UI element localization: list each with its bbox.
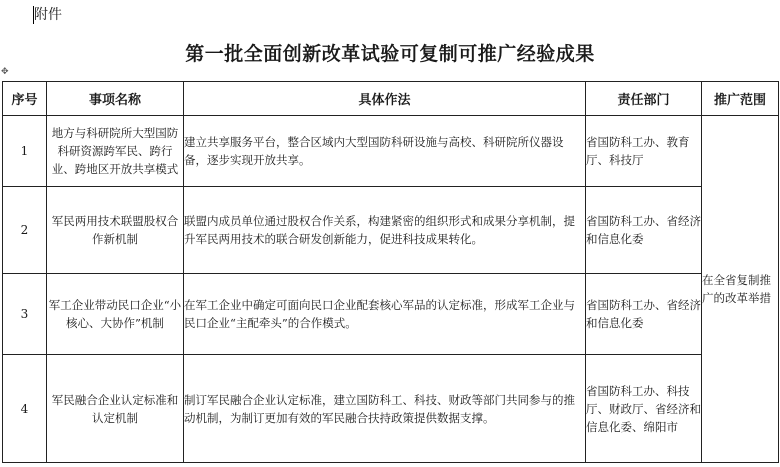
- header-method: 具体作法: [184, 82, 586, 116]
- item-method: 在军工企业中确定可面向民口企业配套核心军品的认定标准，形成军工企业与民口企业“主配牵头”的合作模式。: [184, 274, 586, 355]
- item-name: 军工企业带动民口企业“小核心、大协作”机制: [47, 274, 184, 355]
- item-name: 军民两用技术联盟股权合作新机制: [47, 187, 184, 274]
- item-dept: 省国防科工办、省经济和信息化委: [586, 274, 702, 355]
- table-row: [3, 355, 779, 463]
- document-title: 第一批全面创新改革试验可复制可推广经验成果: [185, 43, 595, 65]
- results-table: [2, 81, 779, 463]
- row-number: 1: [3, 116, 47, 187]
- header-no: 序号: [3, 82, 47, 116]
- table-header-row: [3, 82, 779, 116]
- header-name: 事项名称: [47, 82, 184, 116]
- attachment-label: 附件: [34, 7, 62, 23]
- row-number: 2: [3, 187, 47, 274]
- item-method: 制订军民融合企业认定标准，建立国防科工、科技、财政等部门共同参与的推动机制，为制订更加有效的军民融合扶持政策提供数据支撑。: [184, 355, 586, 463]
- row-number: 4: [3, 355, 47, 463]
- header-dept: 责任部门: [586, 82, 702, 116]
- table-row: [3, 116, 779, 187]
- scope-merged-cell: 在全省复制推广的改革举措: [702, 116, 779, 463]
- table-row: [3, 274, 779, 355]
- table-move-handle-icon[interactable]: ✥: [1, 67, 9, 77]
- item-method: 建立共享服务平台，整合区域内大型国防科研设施与高校、科研院所仪器设备，逐步实现开放共享。: [184, 116, 586, 187]
- item-name: 地方与科研院所大型国防科研资源跨军民、跨行业、跨地区开放共享模式: [47, 116, 184, 187]
- header-scope: 推广范围: [702, 82, 779, 116]
- item-dept: 省国防科工办、省经济和信息化委: [586, 187, 702, 274]
- item-dept: 省国防科工办、科技厅、财政厅、省经济和信息化委、绵阳市: [586, 355, 702, 463]
- item-dept: 省国防科工办、教育厅、科技厅: [586, 116, 702, 187]
- item-method: 联盟内成员单位通过股权合作关系，构建紧密的组织形式和成果分享机制，提升军民两用技术的联合研发创新能力，促进科技成果转化。: [184, 187, 586, 274]
- row-number: 3: [3, 274, 47, 355]
- item-name: 军民融合企业认定标准和认定机制: [47, 355, 184, 463]
- table-row: [3, 187, 779, 274]
